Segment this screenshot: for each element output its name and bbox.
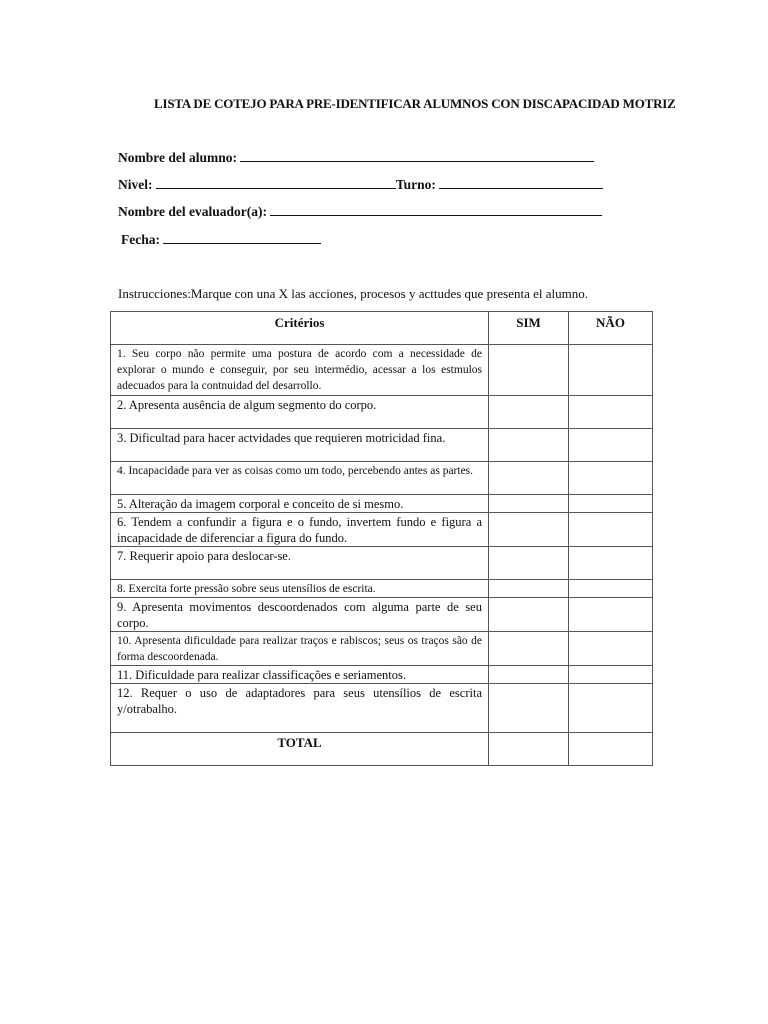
evaluator-label: Nombre del evaluador(a): xyxy=(118,204,267,219)
criterion-cell: 9. Apresenta movimentos descoordenados com alguma parte de seu corpo. xyxy=(111,598,489,632)
total-row xyxy=(111,733,653,766)
no-cell[interactable] xyxy=(569,666,653,684)
evaluator-blank[interactable] xyxy=(270,204,602,216)
criterion-cell: 4. Incapacidade para ver as coisas como um todo, percebendo antes as partes. xyxy=(111,462,489,495)
criterion-cell: 6. Tendem a confundir a figura e o fundo, invertem fundo e figura a incapacidade de diferenciar a figura do fundo. xyxy=(111,513,489,547)
total-label: TOTAL xyxy=(111,733,489,766)
yes-cell[interactable] xyxy=(489,598,569,632)
total-no-cell[interactable] xyxy=(569,733,653,766)
table-row xyxy=(111,396,653,429)
table-row xyxy=(111,547,653,580)
no-cell[interactable] xyxy=(569,684,653,733)
no-cell[interactable] xyxy=(569,345,653,396)
criterion-cell: 5. Alteração da imagem corporal e conceito de si mesmo. xyxy=(111,495,489,513)
level-blank[interactable] xyxy=(156,177,396,189)
criterion-cell: 7. Requerir apoio para deslocar-se. xyxy=(111,547,489,580)
student-name-label: Nombre del alumno: xyxy=(118,150,238,165)
date-field xyxy=(121,232,321,248)
yes-cell[interactable] xyxy=(489,345,569,396)
checklist-table xyxy=(110,311,653,766)
criterion-cell: 3. Dificultad para hacer actvidades que requieren motricidad fina. xyxy=(111,429,489,462)
criterion-cell: 10. Apresenta dificuldade para realizar traços e rabiscos; seus os traços são de forma descoordenada. xyxy=(111,632,489,666)
yes-cell[interactable] xyxy=(489,513,569,547)
no-cell[interactable] xyxy=(569,513,653,547)
shift-label: Turno: xyxy=(395,177,436,192)
date-blank[interactable] xyxy=(163,232,321,244)
yes-cell[interactable] xyxy=(489,666,569,684)
yes-cell[interactable] xyxy=(489,396,569,429)
no-cell[interactable] xyxy=(569,580,653,598)
criterion-cell: 8. Exercita forte pressão sobre seus utensílios de escrita. xyxy=(111,580,489,598)
table-row xyxy=(111,580,653,598)
student-name-blank[interactable] xyxy=(240,150,594,162)
no-cell[interactable] xyxy=(569,632,653,666)
yes-cell[interactable] xyxy=(489,684,569,733)
table-row xyxy=(111,495,653,513)
document-title: LISTA DE COTEJO PARA PRE-IDENTIFICAR ALUMNOS CON DISCAPACIDAD MOTRIZ xyxy=(154,96,676,111)
shift-blank[interactable] xyxy=(439,177,603,189)
table-row xyxy=(111,462,653,495)
no-header: NÃO xyxy=(569,312,653,345)
yes-header: SIM xyxy=(489,312,569,345)
level-shift-field xyxy=(118,177,603,193)
table-row xyxy=(111,513,653,547)
criterion-cell: 11. Dificuldade para realizar classificações e seriamentos. xyxy=(111,666,489,684)
header-row xyxy=(111,312,653,345)
level-label: Nivel: xyxy=(118,177,153,192)
instructions-text: Instrucciones:Marque con una X las acciones, procesos y acttudes que presenta el alumno. xyxy=(118,286,589,301)
table-row xyxy=(111,429,653,462)
criteria-header: Critérios xyxy=(111,312,489,345)
no-cell[interactable] xyxy=(569,495,653,513)
yes-cell[interactable] xyxy=(489,580,569,598)
table-row xyxy=(111,632,653,666)
total-yes-cell[interactable] xyxy=(489,733,569,766)
criterion-cell: 1. Seu corpo não permite uma postura de acordo com a necessidade de explorar o mundo e conseguir, por seu intermédio, acessar a los estmulos adecuados para la contnuidad del desarrollo. xyxy=(111,345,489,396)
no-cell[interactable] xyxy=(569,429,653,462)
date-label: Fecha: xyxy=(121,232,160,247)
no-cell[interactable] xyxy=(569,462,653,495)
table-row xyxy=(111,345,653,396)
yes-cell[interactable] xyxy=(489,547,569,580)
table-row xyxy=(111,666,653,684)
no-cell[interactable] xyxy=(569,547,653,580)
table-row xyxy=(111,684,653,733)
criterion-cell: 12. Requer o uso de adaptadores para seus utensílios de escrita y/otrabalho. xyxy=(111,684,489,733)
criterion-cell: 2. Apresenta ausência de algum segmento do corpo. xyxy=(111,396,489,429)
yes-cell[interactable] xyxy=(489,632,569,666)
yes-cell[interactable] xyxy=(489,495,569,513)
evaluator-field xyxy=(118,204,602,220)
yes-cell[interactable] xyxy=(489,462,569,495)
no-cell[interactable] xyxy=(569,598,653,632)
yes-cell[interactable] xyxy=(489,429,569,462)
student-name-field xyxy=(118,150,594,166)
table-row xyxy=(111,598,653,632)
no-cell[interactable] xyxy=(569,396,653,429)
